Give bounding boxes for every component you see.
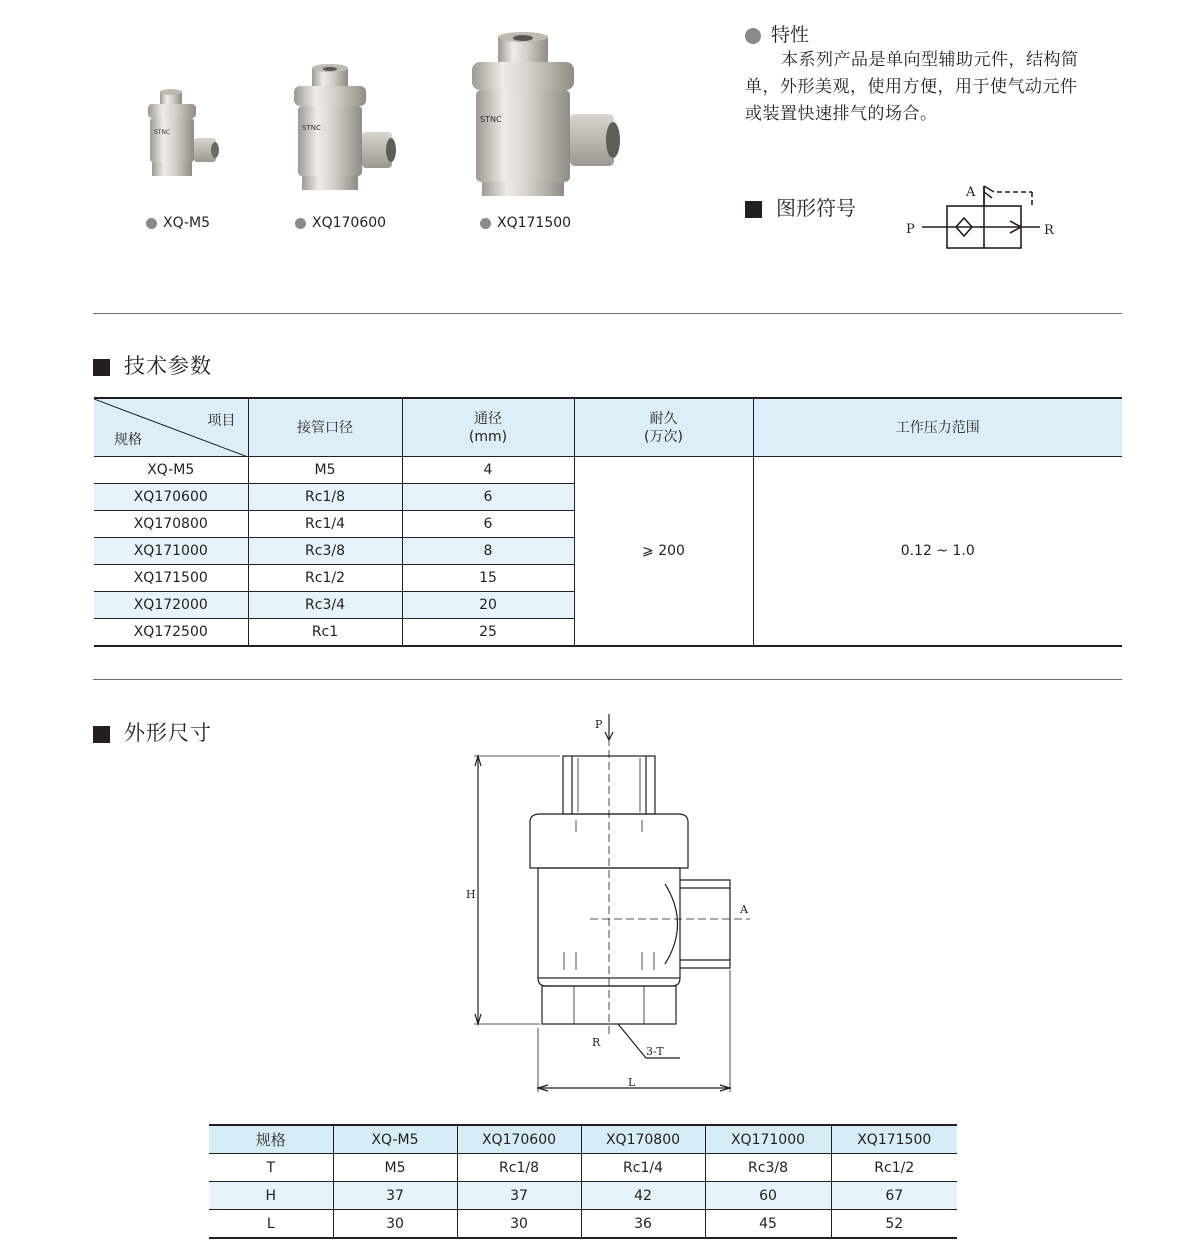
section-square-icon (745, 201, 762, 218)
pressure-value: 0.12 ~ 1.0 (753, 457, 1122, 647)
table-row: L 30 30 36 45 52 (209, 1210, 957, 1239)
header-durability: 耐久 (万次) (574, 398, 753, 457)
product-label-xq171500: XQ171500 (480, 215, 571, 231)
features-text: 本系列产品是单向型辅助元件，结构简 单，外形美观，使用方便，用于使气动元件 或装置快速排气的场合。 (745, 50, 1079, 124)
table-row: H 37 37 42 60 67 (209, 1182, 957, 1210)
bullet-dot-icon (745, 28, 761, 44)
drawing-label-l: L (628, 1076, 636, 1089)
table-row: XQ170800 Rc1/4 6 (94, 511, 1122, 538)
table-row: T M5 Rc1/8 Rc1/4 Rc3/8 Rc1/2 (209, 1154, 957, 1182)
product-label-xq-m5: XQ-M5 (146, 215, 210, 231)
drawing-label-r: R (592, 1036, 601, 1049)
header-pressure: 工作压力范围 (753, 398, 1122, 457)
symbol-heading: 图形符号 (745, 192, 856, 221)
dimensions-heading: 外形尺寸 (93, 717, 212, 747)
product-brand-label: STNC (154, 129, 171, 136)
bullet-dot-icon (480, 218, 491, 229)
symbol-port-p: P (906, 222, 915, 237)
product-image-xq-m5 (148, 89, 219, 176)
diagonal-header-cell: 项目 规格 (94, 398, 248, 457)
table-header-row (94, 398, 1122, 457)
product-image-xq171500 (472, 32, 620, 196)
dimensions-table (209, 1124, 957, 1239)
bullet-dot-icon (295, 218, 306, 229)
drawing-label-a: A (740, 903, 748, 916)
header-bore: 通径 (mm) (402, 398, 574, 457)
table-row: XQ170600 Rc1/8 6 (94, 484, 1122, 511)
table-row: XQ171000 Rc3/8 8 (94, 538, 1122, 565)
dimension-drawing (450, 708, 770, 1098)
symbol-port-a: A (966, 185, 976, 200)
product-photos (120, 30, 720, 205)
product-image-xq170600 (294, 64, 396, 190)
header-port: 接管口径 (248, 398, 402, 457)
table-row: XQ-M5 M5 4 ⩾ 200 0.12 ~ 1.0 (94, 457, 1122, 484)
table-header-row: 规格 XQ-M5 XQ170600 XQ170800 XQ171000 XQ171500 (209, 1125, 957, 1154)
table-row: XQ172000 Rc3/4 20 (94, 592, 1122, 619)
bullet-dot-icon (146, 218, 157, 229)
features-heading: 特性 (745, 20, 809, 47)
table-row: XQ172500 Rc1 25 (94, 619, 1122, 647)
product-brand-label: STNC (480, 115, 502, 124)
quick-exhaust-valve-symbol (900, 178, 1065, 258)
divider (93, 313, 1122, 314)
divider (93, 679, 1122, 680)
drawing-label-p: P (595, 718, 603, 731)
section-square-icon (93, 359, 110, 376)
table-row: XQ171500 Rc1/2 15 (94, 565, 1122, 592)
section-square-icon (93, 726, 110, 743)
tech-params-heading: 技术参数 (93, 350, 212, 380)
product-label-xq170600: XQ170600 (295, 215, 386, 231)
product-brand-label: STNC (302, 124, 321, 132)
drawing-label-t: 3-T (646, 1045, 664, 1058)
tech-params-table (94, 397, 1122, 647)
drawing-label-h: H (466, 888, 476, 901)
symbol-port-r: R (1044, 223, 1054, 238)
durability-value: ⩾ 200 (574, 457, 753, 647)
